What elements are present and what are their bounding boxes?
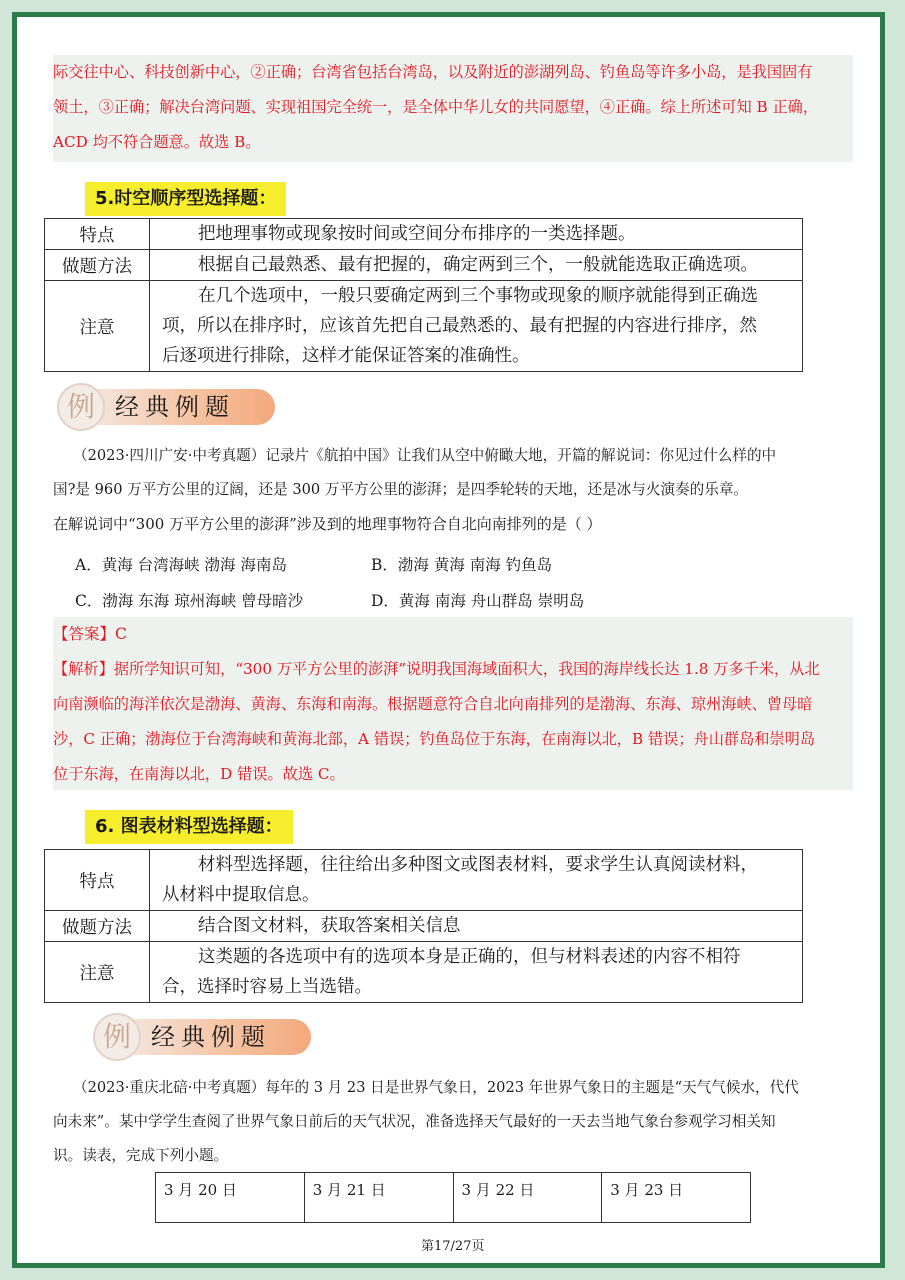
table-cell: 3 月 20 日 bbox=[156, 1173, 305, 1223]
explanation-line: 际交往中心、科技创新中心，②正确；台湾省包括台湾岛，以及附近的澎湖列岛、钓鱼岛等许多小岛，是我国固有 bbox=[53, 63, 813, 81]
question-line: （2023·重庆北碚·中考真题）每年的 3 月 23 日是世界气象日，2023 年世界气象日的主题是“天气气候水，代代 bbox=[73, 1079, 799, 1096]
example-banner bbox=[57, 383, 287, 431]
table-row bbox=[45, 850, 803, 911]
section-5-heading: 5.时空顺序型选择题： bbox=[85, 182, 286, 216]
question-line: 识。读表，完成下列小题。 bbox=[53, 1147, 229, 1164]
section-6-table bbox=[44, 849, 803, 1003]
row-text: 合，选择时容易上当选错。 bbox=[162, 977, 372, 997]
row-text: 在几个选项中，一般只要确定两到三个事物或现象的顺序就能得到正确选 bbox=[198, 286, 758, 306]
table-cell: 3 月 21 日 bbox=[304, 1173, 453, 1223]
question-line: 向未来”。某中学学生查阅了世界气象日前后的天气状况，准备选择天气最好的一天去当地气象台参观学习相关知 bbox=[53, 1113, 776, 1130]
option-b[interactable]: B．渤海 黄海 南海 钓鱼岛 bbox=[371, 556, 553, 574]
table-row bbox=[45, 219, 803, 250]
analysis-line: 向南濒临的海洋依次是渤海、黄海、东海和南海。根据题意符合自北向南排列的是渤海、东海、琼州海峡、曾母暗 bbox=[53, 695, 813, 713]
table-row bbox=[156, 1173, 751, 1223]
row-text: 材料型选择题，往往给出多种图文或图表材料，要求学生认真阅读材料， bbox=[198, 855, 758, 875]
table-row bbox=[45, 281, 803, 372]
table-row bbox=[45, 942, 803, 1003]
document-page bbox=[12, 12, 885, 1268]
row-label: 做题方法 bbox=[45, 911, 150, 942]
analysis-line: 位于东海，在南海以北，D 错误。故选 C。 bbox=[53, 765, 345, 783]
row-text: 结合图文材料，获取答案相关信息 bbox=[198, 916, 461, 936]
row-text: 从材料中提取信息。 bbox=[162, 885, 320, 905]
question-line: 国?是 960 万平方公里的辽阔，还是 300 万平方公里的澎湃；是四季轮转的天地，还是冰与火演奏的乐章。 bbox=[53, 481, 749, 498]
option-a[interactable]: A．黄海 台湾海峡 渤海 海南岛 bbox=[75, 556, 287, 574]
row-label: 注意 bbox=[45, 942, 150, 1003]
banner-title: 经典例题 bbox=[151, 1023, 271, 1051]
row-label: 注意 bbox=[45, 281, 150, 372]
row-text: 这类题的各选项中有的选项本身是正确的，但与材料表述的内容不相符 bbox=[198, 947, 741, 967]
row-text: 后逐项进行排除，这样才能保证答案的准确性。 bbox=[162, 346, 530, 366]
banner-title: 经典例题 bbox=[115, 393, 235, 421]
example-banner bbox=[93, 1013, 323, 1061]
analysis-line: 【解析】据所学知识可知，“300 万平方公里的澎湃”说明我国海域面积大，我国的海岸线长达 1.8 万多千米，从北 bbox=[53, 660, 820, 678]
answer-box bbox=[53, 617, 853, 790]
explanation-line: ACD 均不符合题意。故选 B。 bbox=[53, 133, 261, 151]
row-label: 特点 bbox=[45, 219, 150, 250]
table-cell: 3 月 23 日 bbox=[602, 1173, 751, 1223]
page-number: 第17/27页 bbox=[421, 1239, 485, 1254]
row-text: 项，所以在排序时，应该首先把自己最熟悉的、最有把握的内容进行排序，然 bbox=[162, 316, 757, 336]
question-line: （2023·四川广安·中考真题）记录片《航拍中国》让我们从空中俯瞰大地，开篇的解说词：你见过什么样的中 bbox=[73, 447, 777, 464]
row-label: 特点 bbox=[45, 850, 150, 911]
answer-text: 【答案】C bbox=[53, 625, 127, 643]
analysis-line: 沙，C 正确；渤海位于台湾海峡和黄海北部，A 错误；钓鱼岛位于东海，在南海以北，B 错误；舟山群岛和崇明岛 bbox=[53, 730, 816, 748]
table-row bbox=[45, 911, 803, 942]
row-label: 做题方法 bbox=[45, 250, 150, 281]
explanation-box bbox=[53, 55, 853, 162]
section-5-table bbox=[44, 218, 803, 372]
weather-table bbox=[155, 1172, 751, 1223]
section-6-heading: 6. 图表材料型选择题： bbox=[85, 810, 293, 844]
question-line: 在解说词中“300 万平方公里的澎湃”涉及到的地理事物符合自北向南排列的是（ ） bbox=[53, 515, 602, 533]
example-badge-icon: 例 bbox=[93, 1013, 141, 1061]
table-row bbox=[45, 250, 803, 281]
row-text: 根据自己最熟悉、最有把握的，确定两到三个，一般就能选取正确选项。 bbox=[198, 255, 758, 275]
row-text: 把地理事物或现象按时间或空间分布排序的一类选择题。 bbox=[198, 224, 636, 244]
table-cell: 3 月 22 日 bbox=[453, 1173, 602, 1223]
explanation-line: 领土，③正确；解决台湾问题、实现祖国完全统一，是全体中华儿女的共同愿望，④正确。综上所述可知 B 正确， bbox=[53, 98, 819, 116]
option-d[interactable]: D．黄海 南海 舟山群岛 崇明岛 bbox=[371, 592, 585, 610]
example-badge-icon: 例 bbox=[57, 383, 105, 431]
option-c[interactable]: C．渤海 东海 琼州海峡 曾母暗沙 bbox=[75, 592, 304, 610]
